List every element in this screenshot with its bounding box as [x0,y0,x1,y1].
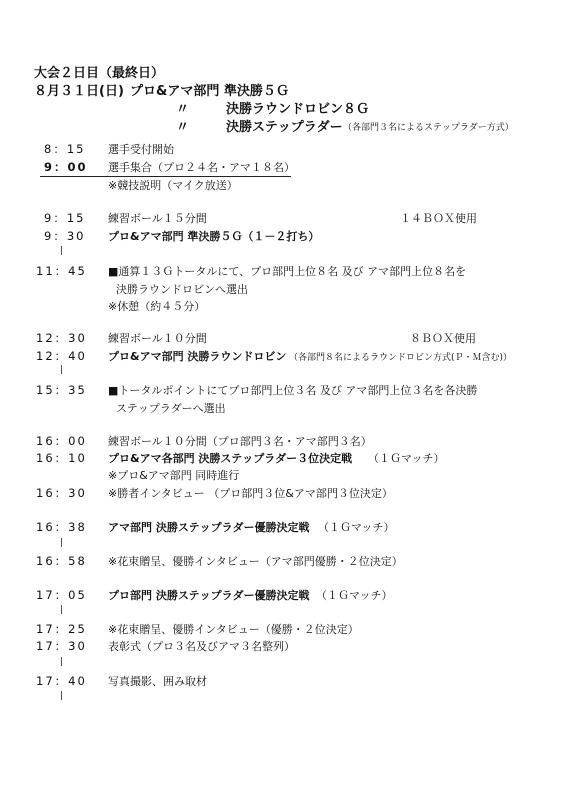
schedule-text: 選手受付開始 [108,143,174,156]
time-label: 9：15 [44,211,86,225]
schedule-text: ■通算１３Ｇトータルにて、プロ部門上位８名 及び アマ部門上位８名を [108,265,467,278]
time-label: 12：40 [36,349,87,363]
day-title: 大会２日目（最終日） [34,66,165,81]
schedule-text: 表彰式（プロ３名及びアマ３名整列） [108,640,295,653]
match-format: （１Ｇマッチ） [318,521,395,534]
time-label: 17：30 [36,639,87,653]
time-label: 9：30 [44,229,86,243]
schedule-note: ※花束贈呈、優勝インタビュー（アマ部門優勝・２位決定） [108,555,403,568]
time-label: 11：45 [36,264,87,278]
schedule-text: プロ&アマ各部門 決勝ステップラダー３位決定戦 [108,452,353,465]
time-label: 17：40 [36,674,87,688]
stepladder-note: （各部門３名によるステップラダー方式） [343,123,514,133]
time-label: 16：00 [36,434,87,448]
schedule-note: ※休憩（約４５分） [108,300,206,313]
schedule-text: アマ部門 決勝ステップラダー優勝決定戦 [108,521,310,534]
schedule-text: プロ部門 決勝ステップラダー優勝決定戦 [108,589,310,602]
event-stepladder: 決勝ステップラダー [226,120,343,135]
schedule-text: プロ&アマ部門 決勝ラウンドロビン [108,350,287,363]
match-format: （１Ｇマッチ） [368,452,445,465]
schedule-text: 練習ボール１０分間 [108,332,207,345]
schedule-text: 決勝ラウンドロビンへ選出 [116,283,248,296]
event-semifinal: プロ&アマ部門 準決勝５Ｇ [130,84,289,99]
schedule-note: ※プロ&アマ部門 同時進行 [108,469,240,482]
time-label: 16：38 [36,520,87,534]
box-usage: １４ＢＯＸ使用 [400,212,477,225]
box-usage: ８ＢＯＸ使用 [410,332,476,345]
time-label: 16：30 [36,486,87,500]
schedule-note: ※花束贈呈、優勝インタビュー（優勝・２位決定） [108,623,359,636]
schedule-text: 写真撮影、囲み取材 [108,675,207,688]
time-label: 16：58 [36,554,87,568]
schedule-text: 練習ボール１０分間（プロ部門３名・アマ部門３名） [108,435,372,448]
timeline-bar [61,246,62,255]
ditto-mark: 〃 [176,102,190,117]
schedule-text: 練習ボール１５分間 [108,212,207,225]
match-format: （１Ｇマッチ） [316,589,393,602]
schedule-note: （各部門８名によるラウンドロビン方式(Ｐ・Ｍ含む)） [289,353,513,363]
timeline-bar [61,605,62,614]
schedule-text: 選手集合（プロ２４名・アマ１８名） [108,161,295,174]
event-date: ８月３１日(日) [34,84,124,99]
time-label: 8：15 [44,142,86,156]
time-label: 12：30 [36,331,87,345]
time-label: 9：00 [44,160,88,174]
schedule-text: ■トータルポイントにてプロ部門上位３名 及び アマ部門上位３名を各決勝 [108,384,478,397]
event-roundrobin: 決勝ラウンドロビン８Ｇ [226,102,370,117]
timeline-bar [61,538,62,547]
time-label: 17：25 [36,622,87,636]
schedule-note: ※勝者インタビュー （プロ部門３位&アマ部門３位決定） [108,487,393,500]
ditto-mark: 〃 [176,120,190,135]
schedule-text: ステップラダーへ選出 [116,402,226,415]
timeline-bar [61,657,62,666]
schedule-text: プロ&アマ部門 準決勝５Ｇ（１－２打ち） [108,230,320,243]
timeline-bar [61,365,62,374]
timeline-bar [61,691,62,700]
time-label: 15：35 [36,383,87,397]
time-label: 16：10 [36,451,87,465]
schedule-note: ※競技説明（マイク放送） [108,179,238,192]
time-label: 17：05 [36,588,87,602]
